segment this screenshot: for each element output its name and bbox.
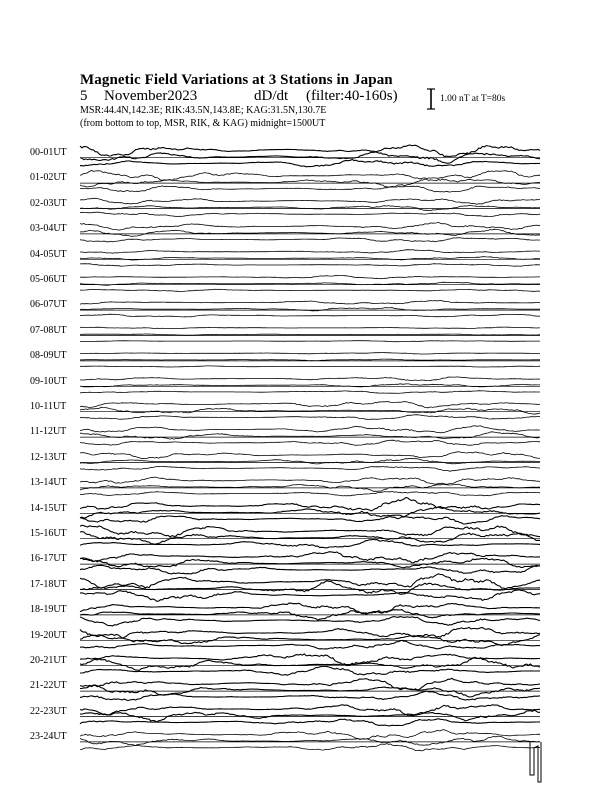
trace-KAG-02-03UT (80, 212, 540, 216)
hour-label-01-02UT: 01-02UT (30, 172, 67, 184)
hour-label-20-21UT: 20-21UT (30, 655, 67, 666)
trace-RIK-22-23UT (80, 710, 540, 722)
trace-KAG-06-07UT (80, 314, 540, 317)
trace-KAG-17-18UT (80, 590, 540, 602)
trace-KAG-23-24UT (80, 744, 540, 751)
trace-MSR-12-13UT (80, 452, 540, 459)
trace-KAG-09-10UT (80, 391, 540, 394)
trace-MSR-23-24UT (80, 730, 540, 740)
hour-label-02-03UT: 02-03UT (30, 197, 67, 209)
hour-label-04-05UT: 04-05UT (30, 248, 67, 260)
trace-KAG-18-19UT (80, 617, 540, 627)
trace-MSR-10-11UT (80, 402, 540, 408)
trace-RIK-03-04UT (80, 229, 540, 236)
hour-label-06-07UT: 06-07UT (30, 299, 67, 311)
trace-KAG-01-02UT (80, 186, 540, 192)
trace-RIK-11-12UT (80, 432, 540, 439)
trace-MSR-19-20UT (80, 627, 540, 638)
trace-MSR-18-19UT (80, 603, 540, 614)
trace-RIK-20-21UT (80, 657, 540, 670)
hour-label-00-01UT: 00-01UT (30, 147, 67, 158)
trace-KAG-11-12UT (80, 440, 540, 445)
hour-label-10-11UT: 10-11UT (30, 401, 67, 412)
hour-label-07-08UT: 07-08UT (30, 324, 67, 336)
trace-KAG-12-13UT (80, 466, 540, 471)
trace-KAG-21-22UT (80, 691, 540, 701)
trace-KAG-13-14UT (80, 491, 540, 496)
station-order-note: (from bottom to top, MSR, RIK, & KAG) midnight=1500UT (80, 118, 326, 129)
trace-RIK-10-11UT (80, 407, 540, 414)
trace-KAG-10-11UT (80, 415, 540, 420)
day-label: 5 (80, 88, 88, 104)
hour-label-18-19UT: 18-19UT (30, 604, 67, 616)
station-coordinates: MSR:44.4N,142.3E; RIK:43.5N,143.8E; KAG:31.5N,130.7E (80, 105, 327, 116)
hour-label-21-22UT: 21-22UT (30, 680, 67, 692)
scale-label: 1.00 nT at T=80s (440, 94, 506, 104)
trace-MSR-03-04UT (80, 222, 540, 230)
month-year-label: November2023 (104, 88, 198, 104)
trace-MSR-00-01UT (80, 145, 540, 157)
trace-KAG-00-01UT (80, 160, 540, 167)
hour-label-16-17UT: 16-17UT (30, 553, 67, 565)
hour-label-12-13UT: 12-13UT (30, 451, 67, 463)
filter-label: (filter:40-160s) (306, 88, 398, 104)
hour-label-13-14UT: 13-14UT (30, 477, 67, 489)
trace-RIK-14-15UT (80, 507, 540, 519)
trace-RIK-02-03UT (80, 206, 540, 211)
hour-label-15-16UT: 15-16UT (30, 528, 67, 539)
trace-MSR-17-18UT (80, 574, 540, 589)
hour-label-08-09UT: 08-09UT (30, 350, 67, 362)
hour-label-23-24UT: 23-24UT (30, 731, 67, 743)
trace-KAG-20-21UT (80, 666, 540, 675)
trace-KAG-04-05UT (80, 264, 540, 267)
trace-RIK-23-24UT (80, 736, 540, 746)
hour-label-19-20UT: 19-20UT (30, 629, 67, 641)
trace-MSR-21-22UT (80, 678, 540, 690)
hour-label-22-23UT: 22-23UT (30, 705, 67, 717)
trace-MSR-22-23UT (80, 705, 540, 715)
hour-label-11-12UT: 11-12UT (30, 426, 67, 438)
hour-label-09-10UT: 09-10UT (30, 375, 67, 387)
hour-label-03-04UT: 03-04UT (30, 223, 67, 235)
trace-MSR-13-14UT (80, 477, 540, 484)
trace-RIK-07-08UT (80, 334, 540, 335)
trace-MSR-05-06UT (80, 276, 540, 279)
trace-RIK-16-17UT (80, 558, 540, 567)
quantity-label: dD/dt (254, 88, 289, 104)
hour-label-05-06UT: 05-06UT (30, 274, 67, 285)
trace-MSR-06-07UT (80, 301, 540, 305)
hour-label-17-18UT: 17-18UT (30, 578, 67, 590)
trace-MSR-09-10UT (80, 377, 540, 381)
trace-KAG-15-16UT (80, 539, 540, 548)
trace-MSR-08-09UT (80, 353, 540, 355)
trace-RIK-08-09UT (80, 359, 540, 361)
trace-KAG-07-08UT (80, 341, 540, 342)
trace-KAG-03-04UT (80, 238, 540, 242)
trace-KAG-14-15UT (80, 515, 540, 524)
trace-KAG-05-06UT (80, 289, 540, 291)
trace-MSR-02-03UT (80, 198, 540, 204)
trace-MSR-11-12UT (80, 426, 540, 433)
trace-MSR-01-02UT (80, 171, 540, 181)
chart-title: Magnetic Field Variations at 3 Stations in Japan (80, 72, 393, 88)
trace-MSR-07-08UT (80, 327, 540, 329)
hour-label-14-15UT: 14-15UT (30, 502, 67, 514)
trace-MSR-04-05UT (80, 250, 540, 254)
trace-KAG-08-09UT (80, 366, 540, 367)
trace-RIK-12-13UT (80, 458, 540, 464)
